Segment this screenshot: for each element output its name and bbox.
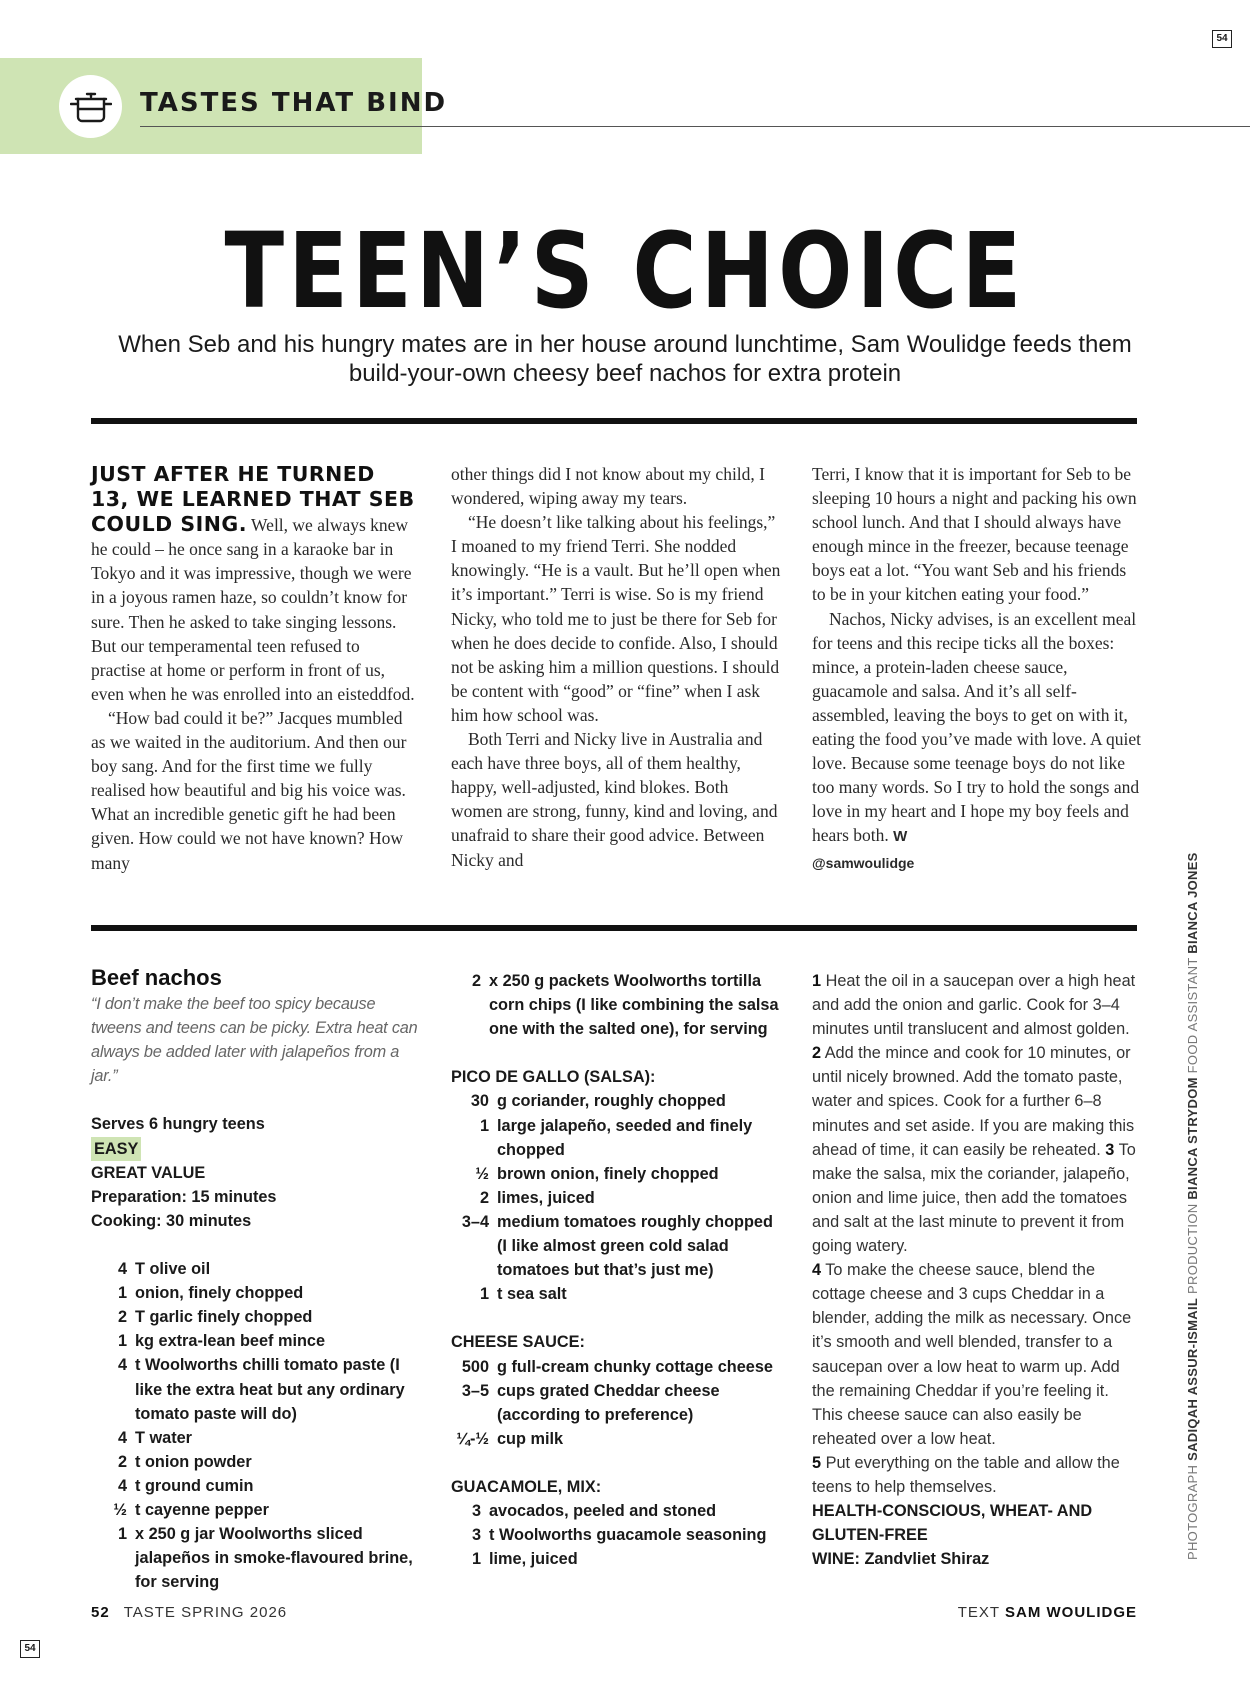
ingredient-item (91, 1305, 421, 1329)
article-paragraph: Well, we always knew he could – he once sang in a karaoke bar in Tokyo and it was impressive, though we were in a joyous ramen haze, so couldn’t know for sure. Then he asked to take singing lessons. But our temperamental teen refused to practise at home or perform in front of us, even when he was enrolled into an eisteddfod. (91, 515, 415, 704)
step-text: Add the mince and cook for 10 minutes, or until nicely browned. Add the tomato paste, water and spices. Cook for a further 6–8 minutes and set aside. If you are making this ahead of time, it can easily be reheated. (812, 1044, 1135, 1159)
ingredient-qty: ¼-½ (456, 1429, 489, 1448)
ingredient-text: avocados, peeled and stoned (489, 1502, 717, 1521)
ingredient-text: x 250 g jar Woolworths sliced jalapeños in smoke-flavoured brine, for serving (135, 1525, 413, 1592)
method-text (812, 1258, 1142, 1451)
value-tag: GREAT VALUE (91, 1163, 206, 1182)
credit-label: PHOTOGRAPH (1185, 1464, 1200, 1560)
magazine-issue: TASTE SPRING 2026 (123, 1604, 288, 1621)
headline: TEEN’S CHOICE (224, 210, 1026, 332)
ingredient-text: onion, finely chopped (135, 1284, 304, 1303)
ingredient-item (451, 1186, 787, 1210)
author-handle: @samwoulidge (812, 854, 915, 871)
ingredient-list (451, 1089, 787, 1306)
ingredient-item (91, 1426, 421, 1450)
ingredient-text: t ground cumin (135, 1476, 254, 1495)
prep-time: Preparation: 15 minutes (91, 1187, 277, 1206)
credit-name: BIANCA JONES (1185, 852, 1200, 954)
recipe-intro: “I don’t make the beef too spicy because tweens and teens can be picky. Extra heat can always be added later with jalapeños from a jar.” (91, 995, 418, 1086)
cooking-pot-icon (59, 75, 122, 138)
ingredient-item (451, 1089, 787, 1113)
ingredient-text: g full-cream chunky cottage cheese (497, 1357, 773, 1376)
ingredient-list (451, 1499, 787, 1571)
difficulty-badge: EASY (91, 1137, 141, 1161)
ingredient-qty: 3–5 (461, 1381, 489, 1400)
ingredient-text: T water (135, 1428, 193, 1447)
ingredient-text: cups grated Cheddar cheese (according to preference) (497, 1381, 720, 1424)
article-paragraph: Nachos, Nicky advises, is an excellent meal for teens and this recipe ticks all the boxes: mince, a protein-laden cheese sauce, guacamole and salsa. And it’s all self-assembled, leaving the boys to get on with it, eating the food you’ve made with love. A quiet love. Because some teenage boys do not like too many words. So I try to hold the songs and love in my heart and I hope my boy feels and hears both. (812, 608, 1142, 846)
lead-in-line-2: 13, WE LEARNED THAT SEB (91, 487, 415, 512)
article-paragraph: other things did I not know about my child, I wondered, wiping away my tears. (451, 464, 765, 509)
ingredient-item (91, 1522, 421, 1594)
ingredient-text: kg extra-lean beef mince (135, 1332, 326, 1351)
page-number: 52 (91, 1604, 110, 1621)
end-mark: W (893, 828, 908, 846)
ingredient-qty: 2 (471, 972, 481, 990)
ingredient-item (91, 1474, 421, 1498)
article-paragraph: “How bad could it be?” Jacques mumbled as we waited in the auditorium. And then our boy sang. And for the first time we fully realised how beautiful and big his voice was. What an incredible genetic gift he had been given. How could we not have known? How many (91, 707, 407, 873)
credit-label: FOOD ASSISTANT (1185, 957, 1200, 1074)
ingredient-item (91, 1353, 421, 1425)
step-text: Heat the oil in a saucepan over a high heat and add the onion and garlic. Cook for 3–4 minutes until translucent and almost golden. (812, 972, 1136, 1039)
ingredient-list (91, 1257, 421, 1594)
ingredient-text: T garlic finely chopped (135, 1308, 313, 1327)
ingredient-qty: 500 (461, 1357, 489, 1376)
cooking-time: Cooking: 30 minutes (91, 1211, 252, 1230)
ingredient-text: brown onion, finely chopped (497, 1164, 719, 1183)
standfirst: When Seb and his hungry mates are in her house around lunchtime, Sam Woulidge feeds them build-your-own cheesy beef nachos for extra protein (118, 331, 1132, 387)
ingredient-qty: 4 (117, 1428, 127, 1447)
page-marker-top: 54 (1212, 30, 1232, 48)
article-paragraph: Both Terri and Nicky live in Australia and each have three boys, all of them healthy, happy, well-adjusted, kind blokes. Both women are strong, funny, kind and loving, and unafraid to share their good advice. Between Nicky and (451, 729, 778, 870)
ingredient-item (451, 1547, 787, 1571)
ingredient-qty: 1 (479, 1116, 489, 1135)
recipe-title: Beef nachos (91, 965, 222, 990)
step-number: 1 (812, 972, 822, 990)
ingredient-item (91, 1498, 421, 1522)
top-rule (91, 418, 1137, 424)
credit-name: SAM WOULIDGE (1005, 1604, 1137, 1621)
article-column-3 (812, 462, 1142, 875)
ingredient-text: medium tomatoes roughly chopped (I like almost green cold salad tomatoes but that’s just me) (497, 1212, 773, 1280)
ingredient-item (451, 1355, 787, 1379)
ingredient-qty: 4 (117, 1260, 127, 1279)
page-marker-bottom: 54 (20, 1640, 40, 1658)
step-number: 4 (812, 1261, 822, 1280)
wine-pairing: WINE: Zandvliet Shiraz (812, 1550, 990, 1569)
ingredient-text: t Woolworths chilli tomato paste (I like the extra heat but any ordinary tomato paste will do) (135, 1356, 405, 1423)
credit-name: BIANCA STRYDOM (1185, 1077, 1200, 1200)
ingredient-qty: 4 (117, 1476, 127, 1495)
ingredient-list (451, 969, 787, 1041)
ingredient-item (91, 1281, 421, 1305)
ingredient-item (451, 1379, 787, 1427)
ingredient-item (451, 1282, 787, 1306)
section-rule (140, 126, 1250, 127)
ingredient-item (451, 1210, 787, 1282)
step-number: 2 (812, 1044, 822, 1063)
text-credit (958, 1604, 1137, 1621)
ingredient-item (451, 1427, 787, 1451)
ingredient-text: t sea salt (497, 1285, 567, 1304)
ingredient-qty: 2 (479, 1188, 489, 1207)
ingredient-qty: 3 (471, 1502, 481, 1521)
ingredient-qty: 3 (471, 1526, 481, 1545)
ingredient-item (451, 969, 787, 1041)
step-number: 5 (812, 1453, 822, 1472)
ingredient-text: t cayenne pepper (135, 1500, 269, 1519)
lead-in-line-1: JUST AFTER HE TURNED (91, 462, 375, 486)
guacamole-heading: GUACAMOLE, MIX: (451, 1477, 602, 1496)
lead-in-line-3: COULD SING. (91, 512, 247, 537)
ingredient-text: limes, juiced (497, 1188, 595, 1207)
ingredient-qty: 2 (117, 1452, 127, 1471)
section-title: TASTES THAT BIND (140, 88, 448, 118)
ingredient-text: g coriander, roughly chopped (497, 1092, 726, 1111)
recipe-column-2 (451, 969, 787, 1571)
cheese-sauce-heading: CHEESE SAUCE: (451, 1333, 585, 1352)
article-column-2 (451, 462, 781, 872)
ingredient-text: x 250 g packets Woolworths tortilla corn chips (I like combining the salsa one with the salted one), for serving (489, 972, 779, 1039)
credit-label: TEXT (957, 1604, 1000, 1621)
ingredient-qty: 2 (117, 1308, 127, 1327)
credit-name: SADIQAH ASSUR-ISMAIL (1185, 1297, 1200, 1461)
recipe-serves: Serves 6 hungry teens (91, 1115, 265, 1134)
photo-credit (1185, 852, 1200, 1560)
ingredient-list (451, 1355, 787, 1451)
ingredient-qty: ½ (475, 1164, 489, 1183)
ingredient-qty: 4 (117, 1356, 127, 1375)
ingredient-qty: 1 (479, 1285, 489, 1304)
ingredient-qty: 30 (470, 1092, 489, 1111)
recipe-column-1 (91, 964, 421, 1594)
article-paragraph: Terri, I know that it is important for Seb to be sleeping 10 hours a night and packing his own school lunch. And that I should always have enough mince in the freezer, because teenage boys eat a lot. “You want Seb and his friends to be in your kitchen eating your food.” (812, 464, 1137, 605)
method-text (812, 969, 1142, 1258)
ingredient-text: t Woolworths guacamole seasoning (489, 1526, 767, 1545)
step-text: To make the salsa, mix the coriander, jalapeño, onion and lime juice, then add the tomatoes and salt at the last minute to prevent it from going watery. (812, 1140, 1136, 1256)
ingredient-qty: 1 (471, 1550, 481, 1569)
ingredient-item (91, 1257, 421, 1281)
method-text (812, 1451, 1142, 1499)
credit-label: PRODUCTION (1185, 1203, 1200, 1294)
dietary-info: HEALTH-CONSCIOUS, WHEAT- AND GLUTEN-FREE (812, 1502, 1093, 1545)
ingredient-qty: ½ (113, 1500, 127, 1519)
ingredient-text: t onion powder (135, 1452, 252, 1471)
ingredient-qty: 1 (117, 1284, 127, 1303)
ingredient-item (91, 1329, 421, 1353)
article-column-1 (91, 462, 417, 875)
article-paragraph: “He doesn’t like talking about his feelings,” I moaned to my friend Terri. She nodded knowingly. “He is a vault. But he’ll open when it’s important.” Terri is wise. So is my friend Nicky, who told me to just be there for Seb for when he does decide to confide. Also, I should not be asking him a million questions. I should be content with “good” or “fine” when I ask him how school was. (451, 512, 781, 725)
ingredient-text: large jalapeño, seeded and finely chopped (497, 1116, 753, 1159)
step-text: Put everything on the table and allow the teens to help themselves. (812, 1453, 1120, 1496)
salsa-heading: PICO DE GALLO (SALSA): (451, 1068, 656, 1087)
step-text: To make the cheese sauce, blend the cottage cheese and 3 cups Cheddar in a blender, adding the milk as necessary. Once it’s smooth and well blended, transfer to a saucepan over a low heat to warm up. Add the remaining Cheddar if you’re feeling it. This cheese sauce can also easily be reheated over a low heat. (812, 1261, 1132, 1448)
ingredient-item (451, 1499, 787, 1523)
ingredient-qty: 3–4 (461, 1212, 489, 1231)
step-number: 3 (1105, 1140, 1115, 1159)
ingredient-item (91, 1450, 421, 1474)
recipe-rule (91, 925, 1137, 931)
ingredient-item (451, 1523, 787, 1547)
recipe-method-column (812, 969, 1142, 1571)
ingredient-text: cup milk (497, 1429, 564, 1448)
folio (91, 1604, 287, 1621)
ingredient-item (451, 1162, 787, 1186)
ingredient-qty: 1 (117, 1525, 127, 1544)
ingredient-text: T olive oil (135, 1260, 211, 1279)
ingredient-text: lime, juiced (489, 1550, 578, 1569)
ingredient-item (451, 1114, 787, 1162)
ingredient-qty: 1 (117, 1332, 127, 1351)
